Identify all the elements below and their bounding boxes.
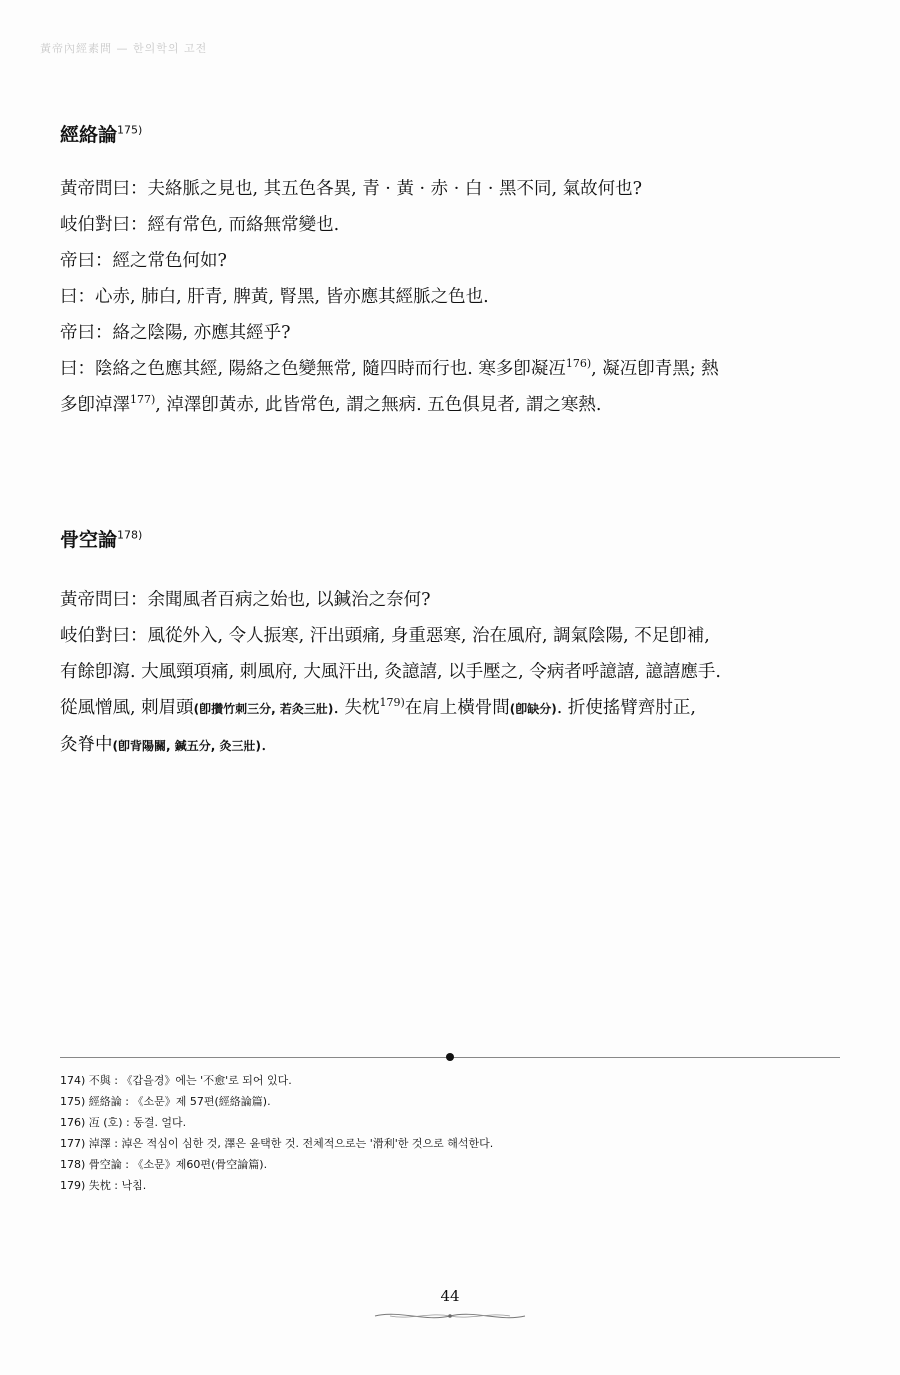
- running-head: 黃帝內經素問 — 한의학의 고전: [40, 42, 208, 55]
- inline-annotation: (卽背陽關, 鍼五分, 灸三壯): [112, 739, 261, 753]
- inline-annotation: (卽缺分): [509, 702, 557, 716]
- footnote-ref: 179): [379, 696, 405, 710]
- line-text: 灸脊中: [60, 735, 113, 755]
- footnote-ref: 176): [565, 357, 592, 371]
- page-number: 44: [440, 1287, 460, 1305]
- line-text: 曰：陰絡之色應其經, 陽絡之色變無常, 隨四時而行也. 寒多卽凝冱: [60, 359, 566, 379]
- inline-annotation: (卽攢竹刺三分, 若灸三壯): [193, 702, 334, 716]
- line-text: 黃帝問曰：夫絡脈之見也, 其五色各異, 青 · 黃 · 赤 · 白 · 黑不同, 氣故何也?: [60, 179, 643, 199]
- text-line: [60, 690, 840, 727]
- text-line: [60, 618, 840, 654]
- line-text: 岐伯對曰：風從外入, 令人振寒, 汗出頭痛, 身重惡寒, 治在風府, 調氣陰陽, 不足卽補,: [60, 626, 710, 646]
- text-line: [60, 171, 840, 207]
- footnote: 175) 經絡論 : 《소문》제 57편(經絡論篇).: [60, 1095, 271, 1108]
- section-title-text: 骨空論: [60, 529, 118, 551]
- footnote: 179) 失枕 : 낙침.: [60, 1179, 147, 1192]
- text-line: [60, 351, 840, 387]
- line-text: . 失枕: [333, 698, 380, 718]
- footnote-ref: 177): [130, 393, 156, 407]
- text-line: [60, 582, 840, 618]
- line-text: , 凝冱卽青黑; 熱: [591, 359, 719, 379]
- line-text: 多卽淖澤: [60, 395, 130, 415]
- text-line: [60, 243, 840, 279]
- section-gukong: [60, 525, 840, 764]
- footnote: 178) 骨空論 : 《소문》제60편(骨空論篇).: [60, 1158, 268, 1171]
- text-line: [60, 727, 840, 764]
- line-text: . 折使搖臂齊肘正,: [556, 698, 696, 718]
- line-text: 岐伯對曰：經有常色, 而絡無常變也.: [60, 215, 340, 235]
- footnotes: [60, 1070, 840, 1196]
- text-line: [60, 387, 840, 423]
- text-line: [60, 279, 840, 315]
- section-title: [60, 525, 840, 552]
- text-line: [60, 315, 840, 351]
- footnote: 176) 冱 (호) : 동결. 얼다.: [60, 1116, 187, 1129]
- section-title: [60, 120, 840, 147]
- text-line: [60, 207, 840, 243]
- section-jingluo: [60, 120, 840, 423]
- line-text: 帝曰：經之常色何如?: [60, 251, 227, 271]
- section-title-text: 經絡論: [60, 124, 118, 146]
- line-text: 有餘卽瀉. 大風頸項痛, 刺風府, 大風汗出, 灸譩譆, 以手壓之, 令病者呼譩譆, 譩譆應手.: [60, 662, 721, 682]
- line-text: , 淖澤卽黃赤, 此皆常色, 謂之無病. 五色俱見者, 謂之寒熱.: [155, 395, 602, 415]
- line-text: 帝曰：絡之陰陽, 亦應其經乎?: [60, 323, 291, 343]
- footnote-ref: 175): [117, 123, 143, 137]
- footnote: 174) 不與 : 《갑을경》에는 '不愈'로 되어 있다.: [60, 1074, 292, 1087]
- text-line: [60, 654, 840, 690]
- page-ornament-icon: [370, 1308, 530, 1324]
- line-text: 從風憎風, 刺眉頭: [60, 698, 194, 718]
- line-text: .: [260, 735, 267, 755]
- line-text: 黃帝問曰：余聞風者百病之始也, 以鍼治之奈何?: [60, 590, 431, 610]
- footnote-ref: 178): [117, 528, 143, 542]
- line-text: 在肩上橫骨間: [404, 698, 510, 718]
- line-text: 曰：心赤, 肺白, 肝青, 脾黃, 腎黑, 皆亦應其經脈之色也.: [60, 287, 489, 307]
- footnote: 177) 淖澤 : 淖은 적심이 심한 것, 澤은 윤택한 것. 전체적으로는 '滑利'한 것으로 해석한다.: [60, 1137, 494, 1150]
- divider-dot-icon: [446, 1053, 454, 1061]
